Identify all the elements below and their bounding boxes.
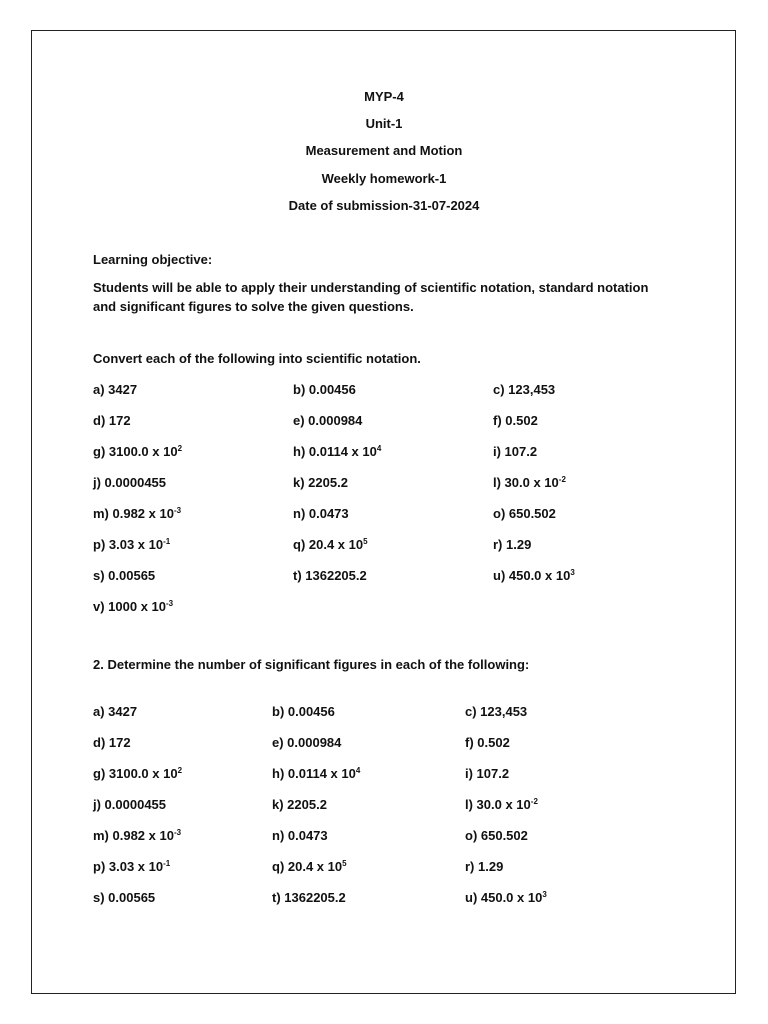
question-label: u) 450.0 x 10 [465,890,543,905]
header-homework: Weekly homework-1 [321,171,447,186]
question-exponent: -3 [173,506,182,515]
question-label: k) 2205.2 [293,475,348,490]
question-label: a) 3427 [93,704,138,719]
question-label: m) 0.982 x 10 [93,506,174,521]
question-item [272,859,347,874]
question-label: r) 1.29 [493,537,532,552]
question-label: v) 1000 x 10 [93,599,167,614]
question-label: q) 20.4 x 10 [293,537,364,552]
question-label: c) 123,453 [465,704,528,719]
question-label: k) 2205.2 [272,797,327,812]
objective-text: Students will be able to apply their understanding of scientific notation, standard notation and significant figures to solve the given questions. [93,280,649,314]
question-item [493,382,555,397]
question-item [493,568,575,583]
question-label: f) 0.502 [465,735,510,750]
question-item [465,828,528,843]
question-label: p) 3.03 x 10 [93,859,164,874]
question-label: s) 0.00565 [93,568,156,583]
question-label: f) 0.502 [493,413,538,428]
question-exponent: 2 [177,444,183,453]
question-label: m) 0.982 x 10 [93,828,174,843]
objective-heading: Learning objective: [93,252,213,267]
question-label: i) 107.2 [465,766,510,781]
question-item [293,568,367,583]
question-exponent: 3 [542,890,547,899]
question-item [272,766,360,781]
question-label: j) 0.0000455 [93,797,167,812]
question-exponent: 4 [376,444,382,453]
section1-title: Convert each of the following into scientific notation. [93,351,421,366]
question-exponent: -3 [166,599,174,608]
question-item [465,797,538,812]
question-exponent: -3 [173,828,182,837]
question-item [493,537,531,552]
question-item [293,444,381,459]
section2-title: 2. Determine the number of significant figures in each of the following: [93,657,530,672]
question-exponent: -1 [163,859,171,868]
question-item [493,413,538,428]
question-label: p) 3.03 x 10 [93,537,164,552]
question-label: o) 650.502 [465,828,528,843]
question-item [93,890,155,905]
question-item [93,828,181,843]
question-item [93,859,170,874]
header-topic: Measurement and Motion [305,143,463,158]
question-item [93,704,137,719]
question-item [465,890,547,905]
question-item [93,537,170,552]
question-item [93,413,131,428]
question-exponent: -1 [163,537,171,546]
question-label: r) 1.29 [465,859,504,874]
question-item [465,766,509,781]
question-item [93,506,181,521]
question-item [293,413,362,428]
header-unit: Unit-1 [365,116,403,131]
question-item [465,704,527,719]
question-label: q) 20.4 x 10 [272,859,343,874]
question-item [293,537,368,552]
question-label: n) 0.0473 [293,506,349,521]
question-label: o) 650.502 [493,506,556,521]
question-item [272,797,327,812]
question-label: t) 1362205.2 [272,890,346,905]
question-item [493,506,556,521]
question-item [272,735,341,750]
question-label: b) 0.00456 [293,382,356,397]
question-label: c) 123,453 [493,382,556,397]
question-label: u) 450.0 x 10 [493,568,571,583]
question-item [93,797,166,812]
header-submission-date: Date of submission-31-07-2024 [288,198,480,213]
question-item [293,506,349,521]
question-item [465,735,510,750]
question-label: e) 0.000984 [293,413,363,428]
question-item [293,475,348,490]
question-exponent: -2 [530,797,538,806]
question-label: j) 0.0000455 [93,475,167,490]
question-label: i) 107.2 [493,444,538,459]
question-exponent: 5 [363,537,368,546]
question-item [293,382,356,397]
question-exponent: 5 [342,859,347,868]
question-label: l) 30.0 x 10 [465,797,531,812]
question-exponent: 2 [177,766,183,775]
question-label: e) 0.000984 [272,735,342,750]
header-class: MYP-4 [364,89,404,104]
question-item [93,568,155,583]
question-item [465,859,503,874]
question-exponent: -2 [558,475,566,484]
question-item [93,599,173,614]
question-item [272,890,346,905]
question-label: d) 172 [93,735,131,750]
question-exponent: 4 [355,766,361,775]
question-label: g) 3100.0 x 10 [93,766,178,781]
question-item [93,444,182,459]
question-label: s) 0.00565 [93,890,156,905]
question-item [93,735,131,750]
question-item [272,828,328,843]
question-item [493,475,566,490]
question-item [272,704,335,719]
question-item [93,475,166,490]
question-exponent: 3 [570,568,575,577]
question-label: d) 172 [93,413,131,428]
question-item [493,444,537,459]
question-label: t) 1362205.2 [293,568,367,583]
question-label: h) 0.0114 x 10 [272,766,356,781]
question-item [93,766,182,781]
question-label: h) 0.0114 x 10 [293,444,377,459]
question-item [93,382,137,397]
question-label: b) 0.00456 [272,704,335,719]
question-label: a) 3427 [93,382,138,397]
question-label: l) 30.0 x 10 [493,475,559,490]
question-label: n) 0.0473 [272,828,328,843]
question-label: g) 3100.0 x 10 [93,444,178,459]
